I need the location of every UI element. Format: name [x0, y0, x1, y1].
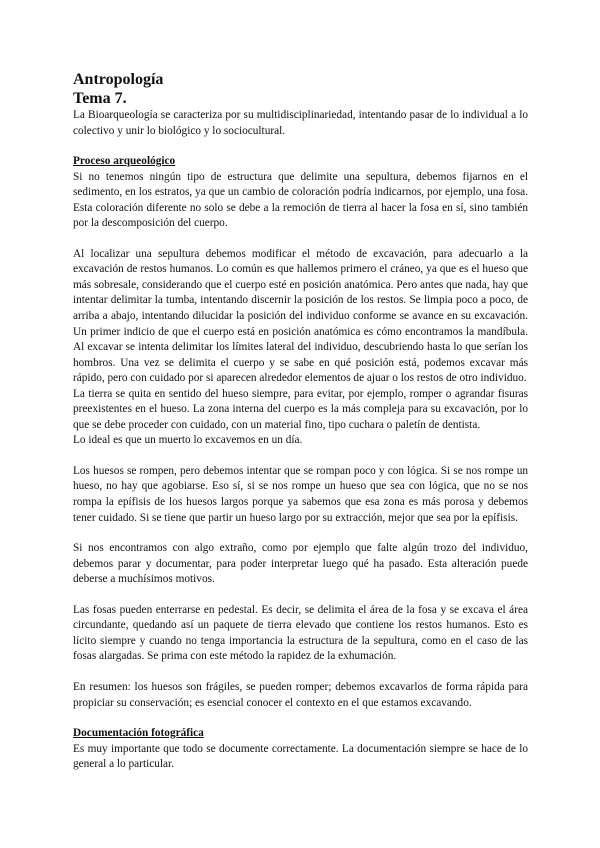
section-heading-proceso: Proceso arqueológico — [73, 155, 176, 168]
paragraph-gap — [73, 665, 528, 680]
document-content — [73, 70, 528, 773]
intro-paragraph: La Bioarqueología se caracteriza por su multidisciplinariedad, intentando pasar de lo individual a lo colectivo y unir lo biológico y lo sociocultural. — [73, 109, 528, 137]
paragraph: La tierra se quita en sentido del hueso siempre, para evitar, por ejemplo, romper o agrandar fisuras preexistentes en el hueso. La zona interna del cuerpo es la más compleja para su excavación, por lo que se debe proceder con cuidado, con un material fino, tipo cuchara o paletín de dentista. — [73, 387, 528, 431]
paragraph-gap — [73, 449, 528, 464]
paragraph: Es muy importante que todo se documente correctamente. La documentación siempre se hace de lo general a lo particular. — [73, 742, 528, 771]
paragraph: Si nos encontramos con algo extraño, como por ejemplo que falte algún trozo del individuo, debemos parar y documentar, para poder interpretar luego qué ha pasado. Esta alteración puede deberse a muchísimos motivos. — [73, 542, 528, 586]
document-subtitle: Tema 7. — [73, 90, 127, 107]
paragraph-gap — [73, 588, 528, 603]
paragraph: En resumen: los huesos son frágiles, se pueden romper; debemos excavarlos de forma rápida para propiciar su conservación; es esencial conocer el contexto en el que estamos excavando. — [73, 680, 528, 709]
paragraph: Lo ideal es que un muerto lo excavemos en un día. — [73, 434, 303, 447]
paragraph: Los huesos se rompen, pero debemos intentar que se rompan poco y con lógica. Si se nos rompe un hueso, no hay que agobiarse. Eso sí, si se nos rompe un hueso que sea con lógica, que no se nos rompa la epífisis de los huesos largos porque ya sabemos que esa zona es más porosa y debemos tener cuidado. Si se tiene que partir un hueso largo por su extracción, mejor que sea por la epífisis. — [73, 464, 528, 524]
document-title: Antropología — [73, 71, 164, 88]
paragraph: Las fosas pueden enterrarse en pedestal. Es decir, se delimita el área de la fosa y se excava el área circundante, quedando así un paquete de tierra elevado que contiene los restos humanos. Esto es lícito siempre y cuando no tenga importancia la estructura de la sepultura, como en el caso de las fosas alargadas. Se prima con este método la rapidez de la exhumación. — [73, 603, 528, 663]
paragraph-gap — [73, 526, 528, 541]
paragraph-gap — [73, 232, 528, 247]
paragraph: Si no tenemos ningún tipo de estructura que delimite una sepultura, debemos fijarnos en el sedimento, en los estratos, ya que un cambio de coloración podría indicarnos, por ejemplo, una fosa. Esta coloración diferente no solo se debe a la remoción de tierra al hacer la fosa en sí, sino también por la descomposición del cuerpo. — [73, 170, 528, 230]
section-heading-documentacion: Documentación fotográfica — [73, 727, 204, 740]
paragraph: Al localizar una sepultura debemos modificar el método de excavación, para adecuarlo a la excavación de restos humanos. Lo común es que hallemos primero el cráneo, ya que es el hueso que más sobresale, considerando que el cuerpo esté en posición anatómica. Pero antes que nada, hay que intentar delimitar la tumba, intentando discernir la posición de los restos. Se limpia poco a poco, de arriba a abajo, intentando dilucidar la posición del individuo conforme se avance en su excavación. Un primer indicio de que el cuerpo está en posición anatómica es cómo encontramos la mandíbula. Al excavar se intenta delimitar los límites lateral del individuo, descubriendo hasta lo que serían los hombros. Una vez se delimita el cuerpo y se sabe en qué posición está, podemos excavar más rápido, pero con cuidado por si aparecen alrededor elementos de ajuar o los restos de otro individuo. — [73, 247, 528, 385]
